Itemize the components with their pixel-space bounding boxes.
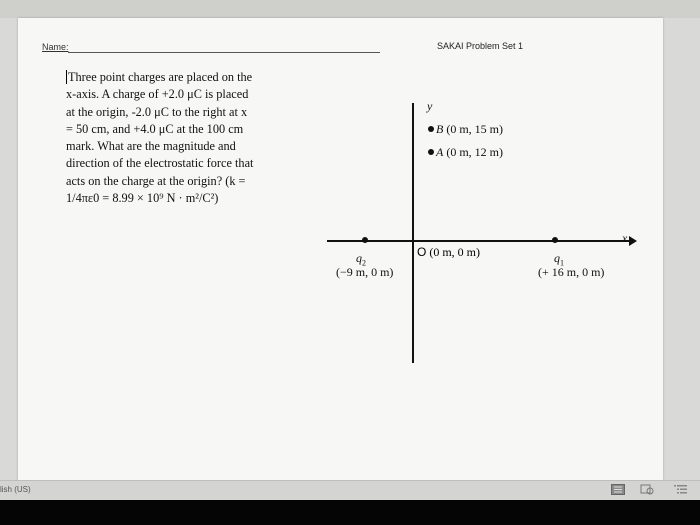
x-axis-label: x [622,231,628,245]
problem-line-7: acts on the charge at the origin? (k = [66,173,246,188]
problem-set-title: SAKAI Problem Set 1 [437,41,524,51]
problem-line-2: x-axis. A charge of +2.0 μC is placed [66,87,249,102]
problem-line-4: = 50 cm, and +4.0 μC at the 100 cm [66,121,244,136]
origin-label: O (0 m, 0 m) [417,245,481,259]
text-cursor [66,70,67,84]
q2-symbol: $q_2$ [356,251,366,268]
problem-text[interactable] [66,69,312,207]
problem-line-8: 1/4πε0 = 8.99 × 10⁹ N · m²/C²) [66,191,219,206]
y-axis [412,103,414,363]
x-axis-arrow [629,236,637,246]
problem-line-5: mark. What are the magnitude and [66,139,236,154]
app-chrome [0,0,700,18]
outline-view-icon[interactable] [674,484,688,495]
name-line [68,52,380,53]
language-indicator[interactable]: lish (US) [0,485,31,494]
point-a-dot [428,149,434,155]
problem-line-6: direction of the electrostatic force that [66,156,254,171]
problem-line-1: Three point charges are placed on the [68,70,253,84]
q1-coords: (+ 16 m, 0 m) [538,265,605,279]
y-axis-label: y [427,99,433,113]
q2-dot [362,237,368,243]
point-b-dot [428,126,434,132]
web-layout-icon[interactable] [640,484,654,495]
q1-dot [552,237,558,243]
status-bar [0,480,700,501]
q2-coords: (−9 m, 0 m) [336,265,394,279]
point-b-label: B (0 m, 15 m) [436,122,504,136]
x-axis [327,240,630,242]
q1-symbol: $q_1$ [554,251,564,268]
problem-line-3: at the origin, -2.0 μC to the right at x [66,104,248,119]
print-layout-icon[interactable] [611,484,625,495]
point-a-label: A (0 m, 12 m) [436,145,504,159]
screen-bezel [0,500,700,525]
name-label: Name: [42,42,69,52]
